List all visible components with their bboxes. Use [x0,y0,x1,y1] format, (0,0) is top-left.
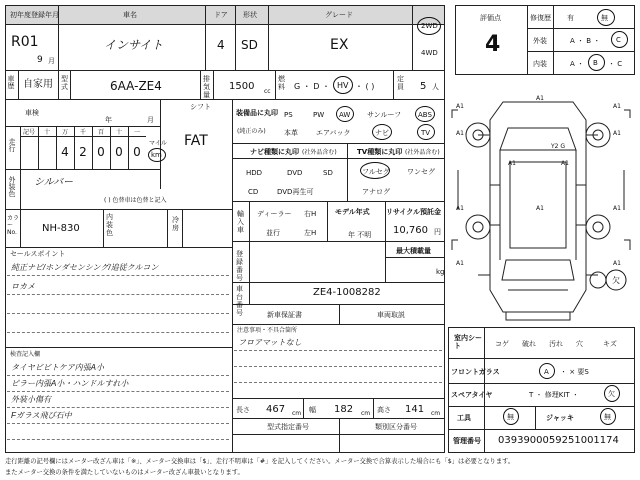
height-label: 高さ [377,406,391,414]
repair-label: 修復歴 [530,14,551,22]
nav-cd: CD [248,188,259,196]
repair-yes: 有 [567,14,574,22]
import-left: 左H [304,229,317,237]
cold-label: 冷房 [172,216,179,232]
new-car-warranty: 新車保証書 [267,311,302,319]
displacement-label: 排気量 [203,75,210,99]
sales-line-rule [7,332,229,333]
recycle-value: 10,760 [393,225,428,236]
tv-fullseg: フルセグ [362,168,390,176]
inspector-line: ピラー内張A小・ハンドルすれ小 [11,379,129,388]
inspector-line-rule [7,423,229,424]
damage-diagram [448,90,635,325]
inspector-line-rule [7,407,229,408]
spare-circled: 欠 [608,390,615,398]
equip-aw: AW [339,111,351,119]
first-reg-label: 初年度登録年月 [10,11,59,19]
height-value: 141 [405,404,425,415]
sales-line: 純正ナビ/ホンダセンシング/追従クルコン [11,263,159,272]
diagram-label: A1 [613,205,621,212]
notes-line: フロアマットなし [238,338,302,347]
exterior-circled: C [616,36,621,44]
sales-points-label: セールスポイント [10,250,66,258]
shift-value: FAT [184,133,208,149]
grade-value: EX [330,37,349,53]
notes-line-rule [234,366,442,367]
max-load-label: 最大積載量 [396,247,431,255]
exterior-scale: A ・ B ・ [570,37,601,45]
jack-circled: 無 [604,413,611,421]
tools-label: 工具 [457,414,471,422]
windshield-rest: ・ × 要S [560,368,589,376]
equip-abs: ABS [418,111,432,119]
diagram-label: A1 [536,205,544,212]
score-label: 評価点 [480,14,501,22]
interior-scale-c: ・ C [608,60,623,68]
diagram-label: A1 [613,130,621,137]
crack-label: Y2 G [551,143,566,150]
color-no-label: カラーNo. [7,215,20,236]
mileage-digit-header: 一 [133,129,140,136]
capacity-label: 定員 [397,75,404,91]
inspector-line-rule [7,439,229,440]
nav-sub: (社外品含む) [302,149,337,156]
sales-line-rule [7,275,229,276]
car-name-value: インサイト [104,38,164,52]
height-unit: cm [431,410,441,417]
exterior-color-label: 外装色 [8,176,16,197]
interior-sheet-item: 穴 [576,340,583,348]
diagram-label: A1 [508,160,516,167]
width-label: 幅 [309,406,316,414]
import-dealer: ディーラー [257,210,292,218]
displacement-value: 1500 [229,81,255,92]
mgmt-label: 管理番号 [453,437,481,445]
inspector-line-rule [7,375,229,376]
inspector-label: 検査記入欄 [10,351,41,358]
exterior-color-value: シルバー [34,177,74,188]
jack-label: ジャッキ [546,414,574,422]
nav-dvd: DVD [287,169,303,177]
sales-line-rule [7,313,229,314]
footer-line-1: 走行距離の記号欄にはメーター改ざん車は「※」、メーター交換車は「$」、走行不明車は「#」を記入してください。メーター交換で合算表示した場合にも「$」は必要となります。 [5,458,515,465]
diagram-label: A1 [456,260,464,267]
mileage-digit-header: 十 [43,129,50,136]
tv-oneseg: ワンセグ [407,168,435,176]
model-year-label: モデル年式 [335,208,370,216]
notes-line-rule [234,382,442,383]
interior-sheet-item: キズ [603,340,617,348]
recycle-label: リサイクル預託金 [386,208,442,216]
manual-label: 車両取説 [377,311,405,319]
usage-value: 自家用 [23,79,53,90]
reg-number-label: 登録番号 [236,250,243,282]
grade-label: グレード [325,11,353,19]
footer-line-2: またメーター交換の条件を満たしていないものはメーター改ざん車扱いとなります。 [5,469,244,476]
shift-label: シフト [190,103,211,111]
interior-color-label: 内装色 [106,213,113,237]
interior-scale-a: A ・ [570,60,585,68]
door-label: ドア [214,11,228,19]
mileage-digit: 0 [115,145,123,159]
shape-label: 形状 [243,11,257,19]
tv-analog: アナログ [362,188,390,196]
fuel-options: G ・ D ・ [294,82,330,91]
chassis-value: ZE4-1008282 [313,287,381,298]
equipment-subtitle: (純正のみ) [237,128,266,135]
model-year-unknown: 年 不明 [348,231,372,239]
diagram-label: A1 [561,160,569,167]
diagram-label: A1 [536,95,544,102]
recycle-unit: 円 [434,228,441,236]
width-unit: cm [361,410,371,417]
mileage-digit-header: 十 [115,129,122,136]
mileage-digit: 2 [79,145,87,159]
first-reg-era: R01 [11,34,39,50]
import-parallel: 並行 [266,229,280,237]
equip-pw: PW [313,111,325,119]
car-diagram-svg [448,90,635,325]
equip-airbag: エアバック [316,129,351,137]
inspection-year-unit: 年 [105,116,112,124]
inspector-line-rule [7,391,229,392]
capacity-unit: 人 [432,83,439,91]
diagram-labels [456,95,621,267]
mileage-digit-header: 百 [97,129,104,136]
sales-line-rule [7,294,229,295]
nav-title: ナビ種類に丸印 [250,148,299,156]
drive-circled: 2WD [421,22,438,30]
interior-label: 内装 [533,60,547,68]
mileage-digit-header: 千 [79,129,86,136]
first-reg-month-unit: 月 [48,57,55,65]
interior-sheet-label: 室内シート [454,334,482,350]
import-label: 輸入車 [237,210,244,234]
tv-title: TV種類に丸印 [357,148,403,156]
mileage-digit: 0 [97,145,105,159]
inspector-line: Fガラス飛び石中 [11,411,72,420]
repair-circled: 無 [601,14,608,22]
inspection-month-unit: 月 [147,116,154,124]
mileage-digit: 4 [61,145,69,159]
color-note: ( ) 色替車は色替と記入 [104,197,167,204]
nav-hdd: HDD [246,169,263,177]
mileage-unit-km: km [151,151,162,159]
exterior-label: 外装 [533,37,547,45]
notes-label: 注意事項・不具合箇所 [237,327,298,334]
mileage-digit: 0 [133,145,141,159]
inspection-label: 車検 [25,109,39,117]
fuel-label: 燃料 [278,75,285,91]
equip-tv: TV [421,129,431,137]
shape-value: SD [241,38,258,52]
equip-ps: PS [284,111,293,119]
color-no-value: NH-830 [42,223,80,234]
tools-circled: 無 [507,413,514,421]
model-value: 6AA-ZE4 [110,79,162,93]
diagram-label: A1 [613,103,621,110]
displacement-unit: cc [264,88,271,95]
max-load-unit: kg [436,268,445,276]
capacity-value: 5 [420,81,427,92]
notes-line-rule [234,350,442,351]
length-label: 長さ [236,406,250,414]
windshield-circled: A [544,368,549,376]
inspector-line: 外装小傷有 [11,395,51,404]
mileage-digit-header: 万 [61,129,68,136]
model-label: 型式 [61,75,68,91]
mileage-section-label: 走行 [8,138,16,152]
mgmt-number: 0393900059251001174 [498,435,619,446]
spare-items: T ・ 修理KIT ・ [529,391,579,399]
nav-dvd-play: DVD再生可 [277,188,314,196]
diagram-label: A1 [613,260,621,267]
car-name-label: 車名 [123,11,137,19]
cert-label: 車歴 [7,75,15,89]
inspector-line: タイヤビビトケア内張A小 [11,363,105,372]
drive-alt: 4WD [421,49,438,57]
nav-sd: SD [323,169,333,177]
diagram-label: A1 [456,205,464,212]
length-value: 467 [266,404,286,415]
chassis-label: 車台番号 [236,285,243,317]
fuel-circled: HV [337,81,349,90]
fuel-other: ・ ( ) [355,82,375,91]
mileage-digit-header: 記号 [22,129,35,136]
diagram-label: A1 [456,130,464,137]
interior-sheet-item: 汚れ [549,340,563,348]
sales-line: ロカメ [11,282,35,291]
first-reg-month: 9 [37,55,43,65]
import-right: 右H [304,210,317,218]
equip-navi: ナビ [375,129,389,137]
mileage-unit-mile: マイル [149,140,167,147]
spare-label: スペアタイヤ [451,391,493,399]
length-unit: cm [292,410,302,417]
equip-sunroof: サンルーフ [367,111,402,119]
equipment-title: 装備品に丸印 [236,109,278,117]
equip-leather: 本革 [284,129,298,137]
circled-mark: 欠 [612,276,620,285]
category-number-label: 類別区分番号 [375,423,417,431]
interior-sheet-item: 破れ [522,340,536,348]
mileage-digit-divider [38,126,39,169]
diagram-label: A1 [456,103,464,110]
type-designation-label: 型式指定番号 [267,423,309,431]
tv-sub: (社外品含む) [405,149,440,156]
windshield-label: フロントガラス [451,368,500,376]
score-value: 4 [485,32,501,57]
width-value: 182 [334,404,354,415]
interior-sheet-item: コゲ [495,340,509,348]
door-value: 4 [217,38,225,52]
interior-circled: B [593,59,598,67]
